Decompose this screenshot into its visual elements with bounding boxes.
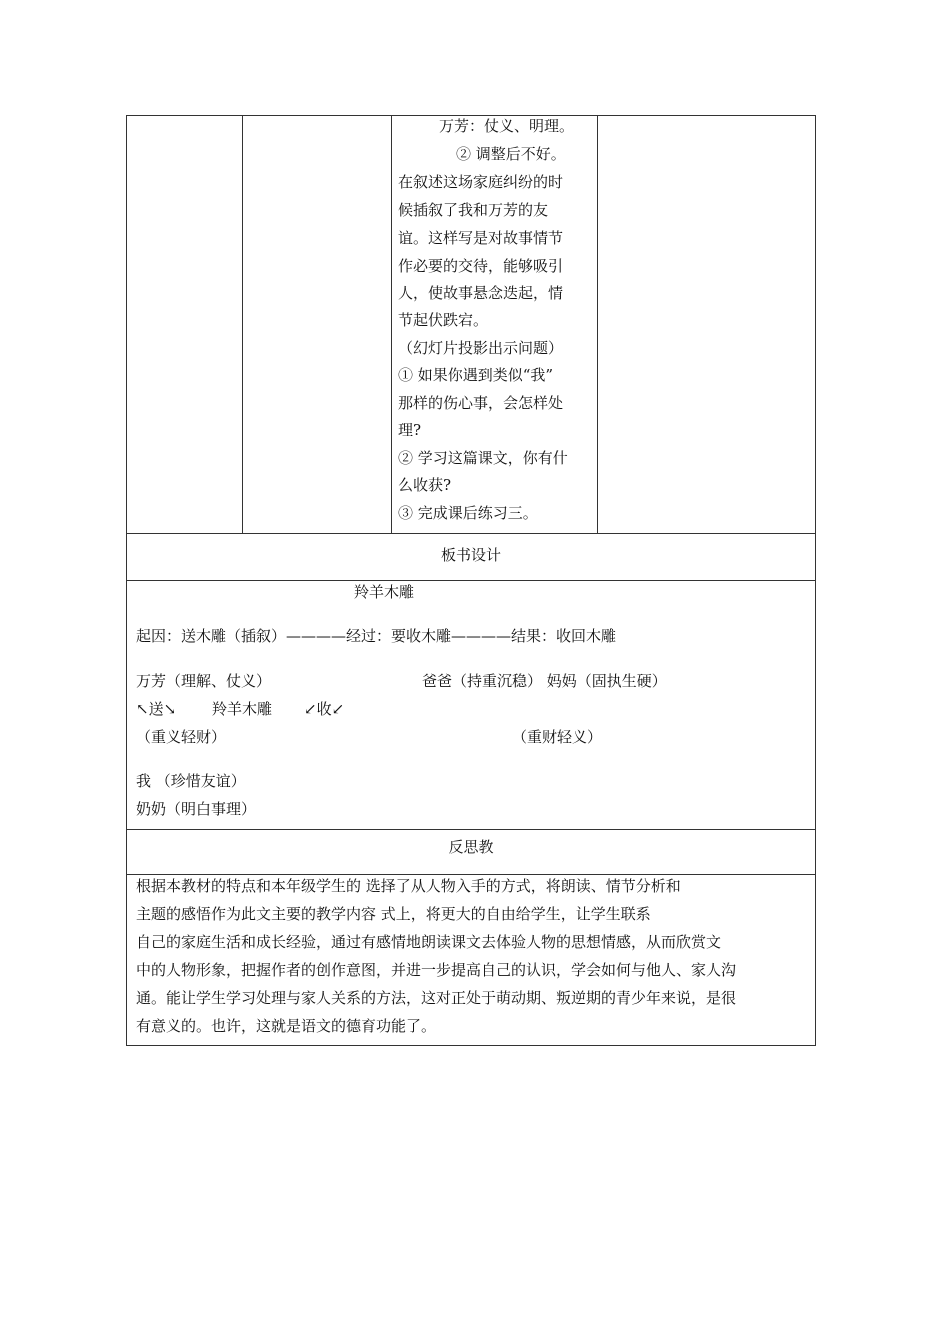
text-line: 候插叙了我和万芳的友 — [398, 201, 549, 219]
wanfang-trait: 万芳（理解、仗义） — [136, 672, 272, 690]
center-item: 羚羊木雕 — [212, 700, 273, 718]
text-line: 自己的家庭生活和成长经验，通过有感情地朗读课文去体验人物的思想情感，从而欣赏文 — [136, 933, 722, 951]
text-line: 通。能让学生学习处理与家人关系的方法，这对正处于萌动期、叛逆期的青少年来说，是很 — [136, 989, 737, 1007]
column-divider — [597, 115, 598, 533]
board-title: 羚羊木雕 — [354, 583, 415, 601]
column-divider — [391, 115, 392, 533]
text-line: 谊。这样写是对故事情节 — [398, 229, 564, 247]
text-line: ② 学习这篇课文，你有什 — [398, 449, 568, 467]
text-line: 中的人物形象，把握作者的创作意图，并进一步提高自己的认识，学会如何与他人、家人沟 — [136, 961, 737, 979]
text-line: （幻灯片投影出示问题） — [398, 339, 564, 357]
text-line: 节起伏跌宕。 — [398, 311, 489, 329]
me-trait: 我 （珍惜友谊） — [136, 772, 246, 790]
column-divider — [242, 115, 243, 533]
text-line: 那样的伤心事，会怎样处 — [398, 394, 564, 412]
text-line: 有意义的。也许，这就是语文的德育功能了。 — [136, 1017, 437, 1035]
text-line: ③ 完成课后练习三。 — [398, 504, 538, 522]
reflection-header: 反思教 — [448, 838, 494, 856]
right-trait: （重财轻义） — [512, 728, 603, 746]
text-line: ② 调整后不好。 — [456, 145, 566, 163]
text-line: 根据本教材的特点和本年级学生的 选择了从人物入手的方式，将朗读、情节分析和 — [136, 877, 681, 895]
text-line: 理? — [398, 421, 422, 439]
text-line: 人，使故事悬念迭起，情 — [398, 284, 564, 302]
text-line: 作必要的交待，能够吸引 — [398, 257, 564, 275]
text-line: 么收获? — [398, 476, 452, 494]
give-arrows: ↖送↘ — [136, 700, 177, 718]
parents-trait: 爸爸（持重沉稳） 妈妈（固执生硬） — [422, 672, 667, 690]
board-design-header: 板书设计 — [440, 546, 501, 564]
text-line: 主题的感悟作为此文主要的教学内容 式上，将更大的自由给学生，让学生联系 — [136, 905, 651, 923]
row-divider — [126, 580, 816, 581]
row-divider — [126, 874, 816, 875]
text-line: 万芳：仗义、明理。 — [439, 117, 575, 135]
text-line: ① 如果你遇到类似“我” — [398, 366, 554, 384]
text-line: 在叙述这场家庭纠纷的时 — [398, 173, 564, 191]
row-divider — [126, 829, 816, 830]
grandma-trait: 奶奶（明白事理） — [136, 800, 257, 818]
take-arrows: ↙收↙ — [304, 700, 345, 718]
row-divider — [126, 533, 816, 534]
left-trait: （重义轻财） — [136, 728, 227, 746]
plot-flow: 起因：送木雕（插叙）————经过：要收木雕————结果：收回木雕 — [136, 627, 617, 645]
